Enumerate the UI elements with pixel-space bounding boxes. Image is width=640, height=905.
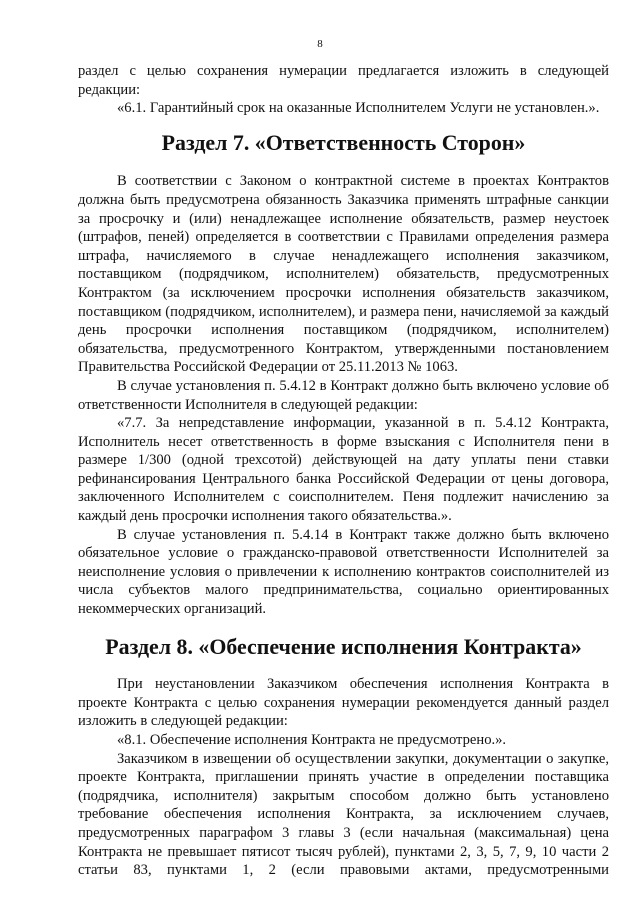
- paragraph-clause-8-1: «8.1. Обеспечение исполнения Контракта не предусмотрено.».: [117, 732, 507, 748]
- paragraph-security-requirement: Заказчиком в извещении об осуществлении закупки, документации о закупке, проекте Контракта, приглашении принять участие в определении поставщика (подрядчика, исполнителя) закрытым способом должно быть установлено требование обеспечения исполнения Контракта, за исключением случаев, предусмотренных параграфом 3 главы 3 (если начальная (максимальная) цена Контракта не превышает пятисот тысяч рублей), пунктами 2, 3, 5, 7, 9, 10 части 2 статьи 83, пунктами 1, 2 (если правовыми актами, предусмотренными: [78, 750, 609, 879]
- paragraph-clause-5-4-14: В случае установления п. 5.4.14 в Контракт также должно быть включено обязательное условие о гражданско-правовой ответственности Исполнителей за неисполнение условия о привлечении к исполнению контрактов соисполнителей из числа субъектов малого предпринимательства, социально ориентированных некоммерческих организаций.: [78, 526, 609, 618]
- page-number: 8: [317, 38, 323, 50]
- paragraph-clause-6-1: «6.1. Гарантийный срок на оказанные Исполнителем Услуги не установлен.».: [117, 100, 600, 117]
- section-8-heading: Раздел 8. «Обеспечение исполнения Контракта»: [105, 633, 582, 659]
- paragraph-clause-7-7: «7.7. За непредставление информации, указанной в п. 5.4.12 Контракта, Исполнитель несет ответственность в форме взыскания с Исполнителя пени в размере 1/300 (одной трехсотой) действующей на дату уплаты пени ставки рефинансирования Центрального банка Российской Федерации от цены договора, заключенного Исполнителем с соисполнителем. Пеня подлежит начислению за каждый день просрочки исполнения такого обязательства.».: [78, 415, 609, 525]
- paragraph-intro: раздел с целью сохранения нумерации предлагается изложить в следующей редакции:: [78, 63, 609, 98]
- document-body: [78, 62, 609, 880]
- paragraph-no-security: При неустановлении Заказчиком обеспечения исполнения Контракта в проекте Контракта с целью сохранения нумерации рекомендуется данный раздел изложить в следующей редакции:: [78, 676, 609, 730]
- paragraph-clause-5-4-12: В случае установления п. 5.4.12 в Контракт должно быть включено условие об ответственности Исполнителя в следующей редакции:: [78, 377, 609, 413]
- section-7-heading: Раздел 7. «Ответственность Сторон»: [161, 129, 526, 155]
- paragraph-penalties: В соответствии с Законом о контрактной системе в проектах Контрактов должна быть предусмотрена обязанность Заказчика применять штрафные санкции за просрочку и (или) ненадлежащее исполнение обязательств, размер неустоек (штрафов, пеней) определяется в соответствии с Правилами определения размера штрафа, начисляемого в случае ненадлежащего исполнения заказчиком, поставщиком (подрядчиком, исполнителем) обязательств, предусмотренных Контрактом (за исключением просрочки исполнения обязательств заказчиком, поставщиком (подрядчиком, исполнителем), и размера пени, начисляемой за каждый день просрочки исполнения поставщиком (подрядчиком, исполнителем) обязательства, предусмотренного Контрактом, утвержденными постановлением Правительства Российской Федерации от 25.11.2013 № 1063.: [78, 173, 609, 376]
